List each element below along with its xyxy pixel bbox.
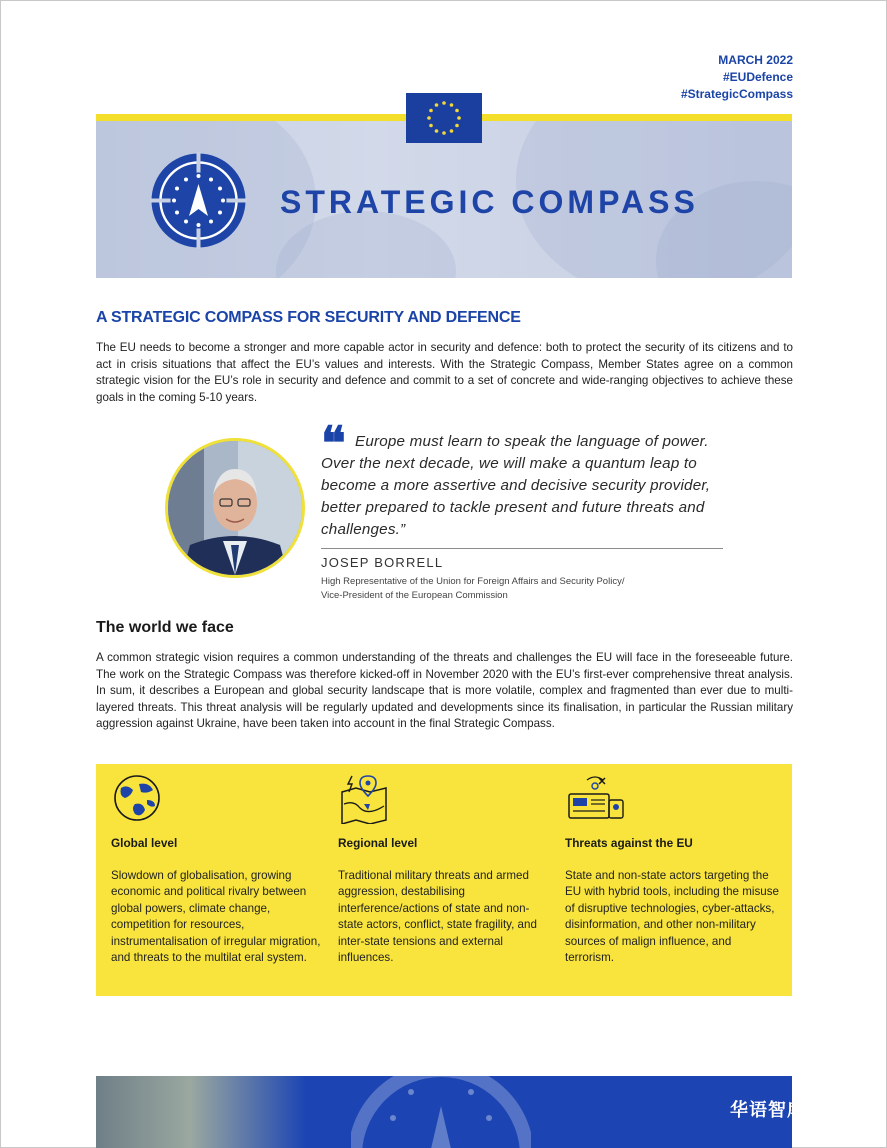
intro-paragraph: The EU needs to become a stronger and more capable actor in security and defence: both to protect the security of its citizens and to act in crisis situations that affect the EU’s values and interests. With the Strategic Compass, Member States agree on a common strategic vision for the EU’s role in security and defence and commit to a set of concrete and wide-ranging objectives to achieve these goals in the coming 5-10 years. xyxy=(96,341,793,404)
level-heading-threats-eu: Threats against the EU xyxy=(565,836,693,850)
cyber-threat-icon xyxy=(565,774,621,824)
section-title-strategic-compass: A STRATEGIC COMPASS FOR SECURITY AND DEFENCE xyxy=(96,309,521,326)
level-text-regional: Traditional military threats and armed aggression, destabilising interference/actions of state and non-state actors, conflict, state fragility, and inter-state tensions and external influences. xyxy=(338,869,537,965)
quote-role-line2: Vice-President of the European Commission xyxy=(321,589,508,601)
date-tag: MARCH 2022 xyxy=(718,53,793,67)
quote-mark-icon: ❝ xyxy=(321,416,346,470)
banner-title: STRATEGIC COMPASS xyxy=(280,184,699,220)
level-text-global: Slowdown of globalisation, growing economic and political rivalry between global powers, climate change, competition for resources, instrumentalisation of irregular migration, and threats to the multilat eral system. xyxy=(111,869,321,965)
threat-levels-box xyxy=(96,764,792,996)
level-heading-regional: Regional level xyxy=(338,836,418,850)
globe-icon xyxy=(111,774,167,824)
footer-compass-icon xyxy=(351,1076,531,1148)
portrait-josep-borrell xyxy=(165,438,305,578)
level-text-threats-eu: State and non-state actors targeting the EU with hybrid tools, including the misuse of disruptive technologies, cyber-attacks, disinformation, and other non-military sources of malign influence, and terrorism. xyxy=(565,869,779,965)
quote-text: Europe must learn to speak the language of power. Over the next decade, we will make a quantum leap to become a more assertive and decisive security provider, better prepared to tackle present and future threats and challenges.” xyxy=(321,433,711,538)
quote-divider xyxy=(321,548,723,549)
quote-author-role xyxy=(321,575,624,602)
quote-author: JOSEP BORRELL xyxy=(321,555,444,570)
compass-star-icon xyxy=(150,152,247,249)
section-title-world-we-face: The world we face xyxy=(96,619,234,636)
hashtag-eudefence[interactable]: #EUDefence xyxy=(722,70,793,84)
header-tags xyxy=(681,52,793,103)
eu-flag-icon xyxy=(406,93,482,143)
hashtag-strategiccompass[interactable]: #StrategicCompass xyxy=(680,87,793,101)
map-pin-icon xyxy=(338,774,394,824)
footer-photo xyxy=(96,1076,306,1148)
world-paragraph: A common strategic vision requires a common understanding of the threats and challenges the EU will face in the foreseeable future. The work on the Strategic Compass was therefore kicked-off in November 2020 with the EU’s first-ever comprehensive threat analysis. In sum, it describes a European and global security landscape that is more volatile, complex and fragmented than ever due to multi-layered threats. This threat analysis will be regularly updated and developments since its finalisation, in particular the Russian military aggression against Ukraine, have been taken into account in the final Strategic Compass. xyxy=(96,651,793,730)
quote-role-line1: High Representative of the Union for Foreign Affairs and Security Policy/ xyxy=(321,576,625,587)
watermark-text: 华语智库 xyxy=(730,1100,806,1120)
footer-banner xyxy=(96,1076,792,1148)
level-heading-global: Global level xyxy=(111,836,178,850)
